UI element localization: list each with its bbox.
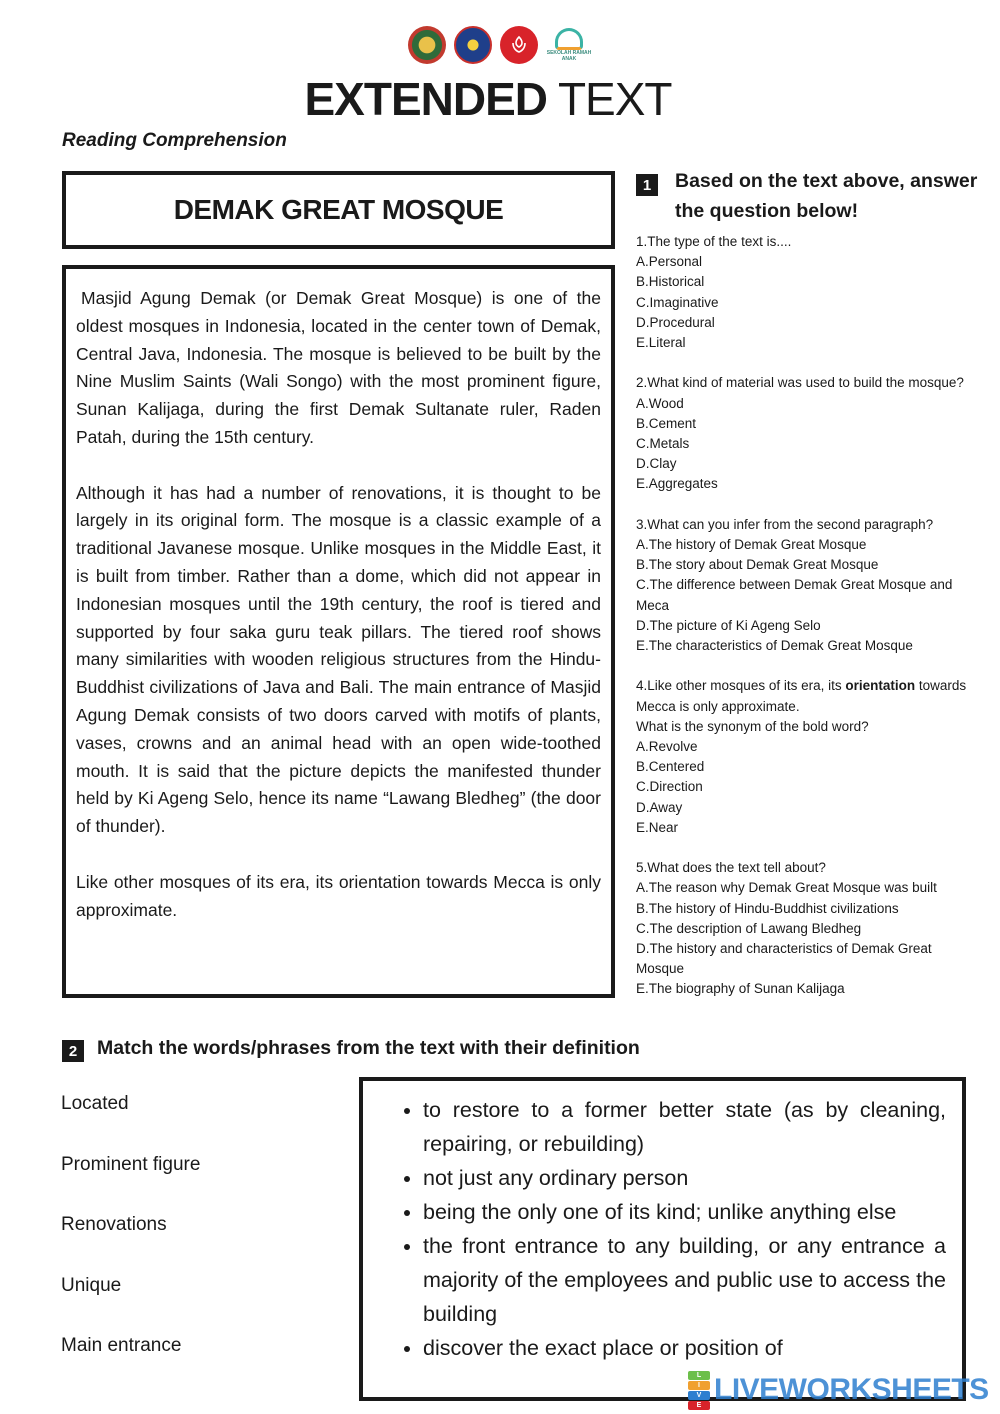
title-rest: TEXT [557, 73, 672, 125]
definition-item[interactable]: • not just any ordinary person [423, 1161, 946, 1195]
answer-option[interactable]: D.Away [636, 799, 683, 815]
match-word[interactable]: Located [61, 1093, 129, 1114]
logo-row [408, 22, 598, 68]
watermark-text: LIVEWORKSHEETS [714, 1373, 989, 1406]
definition-list [381, 1093, 946, 1365]
definition-item[interactable]: • discover the exact place or position of [423, 1331, 946, 1365]
logo-letter: L [688, 1371, 710, 1380]
passage-title-box [62, 171, 615, 249]
provincial-crest-icon [408, 26, 446, 64]
child-friendly-school-icon [546, 26, 592, 64]
answer-option[interactable]: B.Historical [636, 274, 705, 290]
question-text: What is the synonym of the bold word? [636, 718, 869, 734]
match-word[interactable]: Unique [61, 1274, 122, 1296]
question-text-part: 4.Like other mosques of its era, its [636, 678, 846, 694]
answer-option[interactable]: D.Procedural [636, 314, 715, 330]
liveworksheets-watermark [688, 1372, 989, 1408]
education-office-icon [454, 26, 492, 64]
answer-option[interactable]: C.The difference between Demak Great Mosque and Meca [636, 577, 953, 613]
question-text: 5.What does the text tell about? [636, 860, 826, 876]
definition-item[interactable]: • the front entrance to any building, or any entrance a majority of the employees and public use to access the building [423, 1229, 946, 1331]
answer-option[interactable]: B.Cement [636, 415, 697, 431]
passage-paragraph: Although it has had a number of renovations, it is thought to be largely in its original form. The mosque is a classic example of a traditional Javanese mosque. Unlike mosques in the Middle East, it is built from timber. Rather than a dome, which did not appear in Indonesian mosques until the 19th century, the roof is tiered and supported by four saka guru teak pillars. The tiered roof shows many similarities with wooden religious structures from the Hindu-Buddhist civilizations of Java and Bali. The main entrance of Masjid Agung Demak consists of two doors carved with motifs of plants, vases, crowns and an animal head with an open wide-toothed mouth. It is said that the picture depicts the manifested thunder held by Ki Ageng Selo, hence its name “Lawang Bledheg” (the door of thunder). [76, 482, 601, 837]
definition-item[interactable]: • to restore to a former better state (as by cleaning, repairing, or rebuilding) [423, 1093, 946, 1161]
match-word[interactable]: Main entrance [61, 1335, 182, 1356]
answer-option[interactable]: A.The history of Demak Great Mosque [636, 537, 867, 553]
logo-caption: SEKOLAH RAMAH ANAK [546, 50, 592, 62]
answer-option[interactable]: D.The picture of Ki Ageng Selo [636, 617, 821, 633]
question-list [636, 232, 981, 1020]
section-2-heading: Match the words/phrases from the text with their definition [97, 1037, 640, 1059]
question-5 [636, 858, 981, 999]
title-bold: EXTENDED [304, 73, 547, 125]
question-3 [636, 515, 981, 656]
logo-letter: I [688, 1381, 710, 1390]
section-1-heading: Based on the text above, answer the question below! [675, 170, 978, 222]
answer-option[interactable]: A.Personal [636, 254, 703, 270]
question-text: 3.What can you infer from the second paragraph? [636, 516, 934, 532]
question-2 [636, 373, 981, 494]
page-title [0, 72, 976, 126]
definition-box [359, 1077, 966, 1401]
answer-option[interactable]: E.Near [636, 819, 679, 835]
question-text [636, 676, 981, 716]
answer-option[interactable]: E.The biography of Sunan Kalijaga [636, 981, 845, 997]
passage-paragraph: Like other mosques of its era, its orientation towards Mecca is only approximate. [76, 871, 601, 920]
answer-option[interactable]: D.The history and characteristics of Demak Great Mosque [636, 941, 932, 977]
section-1-number-badge: 1 [636, 174, 658, 196]
question-1 [636, 232, 981, 353]
question-4 [636, 676, 981, 838]
answer-option[interactable]: C.Metals [636, 436, 690, 452]
answer-option[interactable]: A.Revolve [636, 739, 698, 755]
school-emblem-icon [500, 26, 538, 64]
answer-option[interactable]: C.The description of Lawang Bledheg [636, 920, 862, 936]
answer-option[interactable]: E.Aggregates [636, 476, 718, 492]
answer-option[interactable]: D.Clay [636, 456, 677, 472]
question-text: 1.The type of the text is.... [636, 234, 792, 249]
match-word[interactable]: Prominent figure [61, 1153, 201, 1175]
logo-letter: E [688, 1401, 710, 1410]
liveworksheets-logo-icon [688, 1371, 710, 1410]
answer-option[interactable]: B.The history of Hindu-Buddhist civilizations [636, 900, 899, 916]
passage-title: DEMAK GREAT MOSQUE [173, 194, 504, 225]
page-subtitle: Reading Comprehension [62, 130, 287, 151]
definition-item[interactable]: • being the only one of its kind; unlike anything else [423, 1195, 946, 1229]
answer-option[interactable]: A.The reason why Demak Great Mosque was built [636, 880, 937, 896]
passage-box [62, 265, 615, 998]
answer-option[interactable]: C.Imaginative [636, 294, 719, 310]
answer-option[interactable]: E.The characteristics of Demak Great Mosque [636, 638, 913, 654]
passage-paragraph: Masjid Agung Demak (or Demak Great Mosque) is one of the oldest mosques in Indonesia, located in the center town of Demak, Central Java, Indonesia. The mosque is believed to be built by the Nine Muslim Saints (Wali Songo) with the most prominent figure, Sunan Kalijaga, during the first Demak Sultanate ruler, Raden Patah, during the 15th century. [76, 288, 601, 447]
question-text-part: towards Mecca is only approximate. [636, 678, 967, 714]
answer-option[interactable]: C.Direction [636, 779, 703, 795]
match-word[interactable]: Renovations [61, 1214, 167, 1235]
section-2-number-badge: 2 [62, 1040, 84, 1062]
answer-option[interactable]: A.Wood [636, 395, 684, 411]
question-text: 2.What kind of material was used to build the mosque? [636, 375, 964, 391]
answer-option[interactable]: B.The story about Demak Great Mosque [636, 557, 879, 573]
answer-option[interactable]: E.Literal [636, 335, 686, 351]
logo-letter: V [688, 1391, 710, 1400]
bold-word: orientation [845, 678, 916, 694]
match-word-list [61, 1093, 200, 1396]
answer-option[interactable]: B.Centered [636, 759, 705, 775]
